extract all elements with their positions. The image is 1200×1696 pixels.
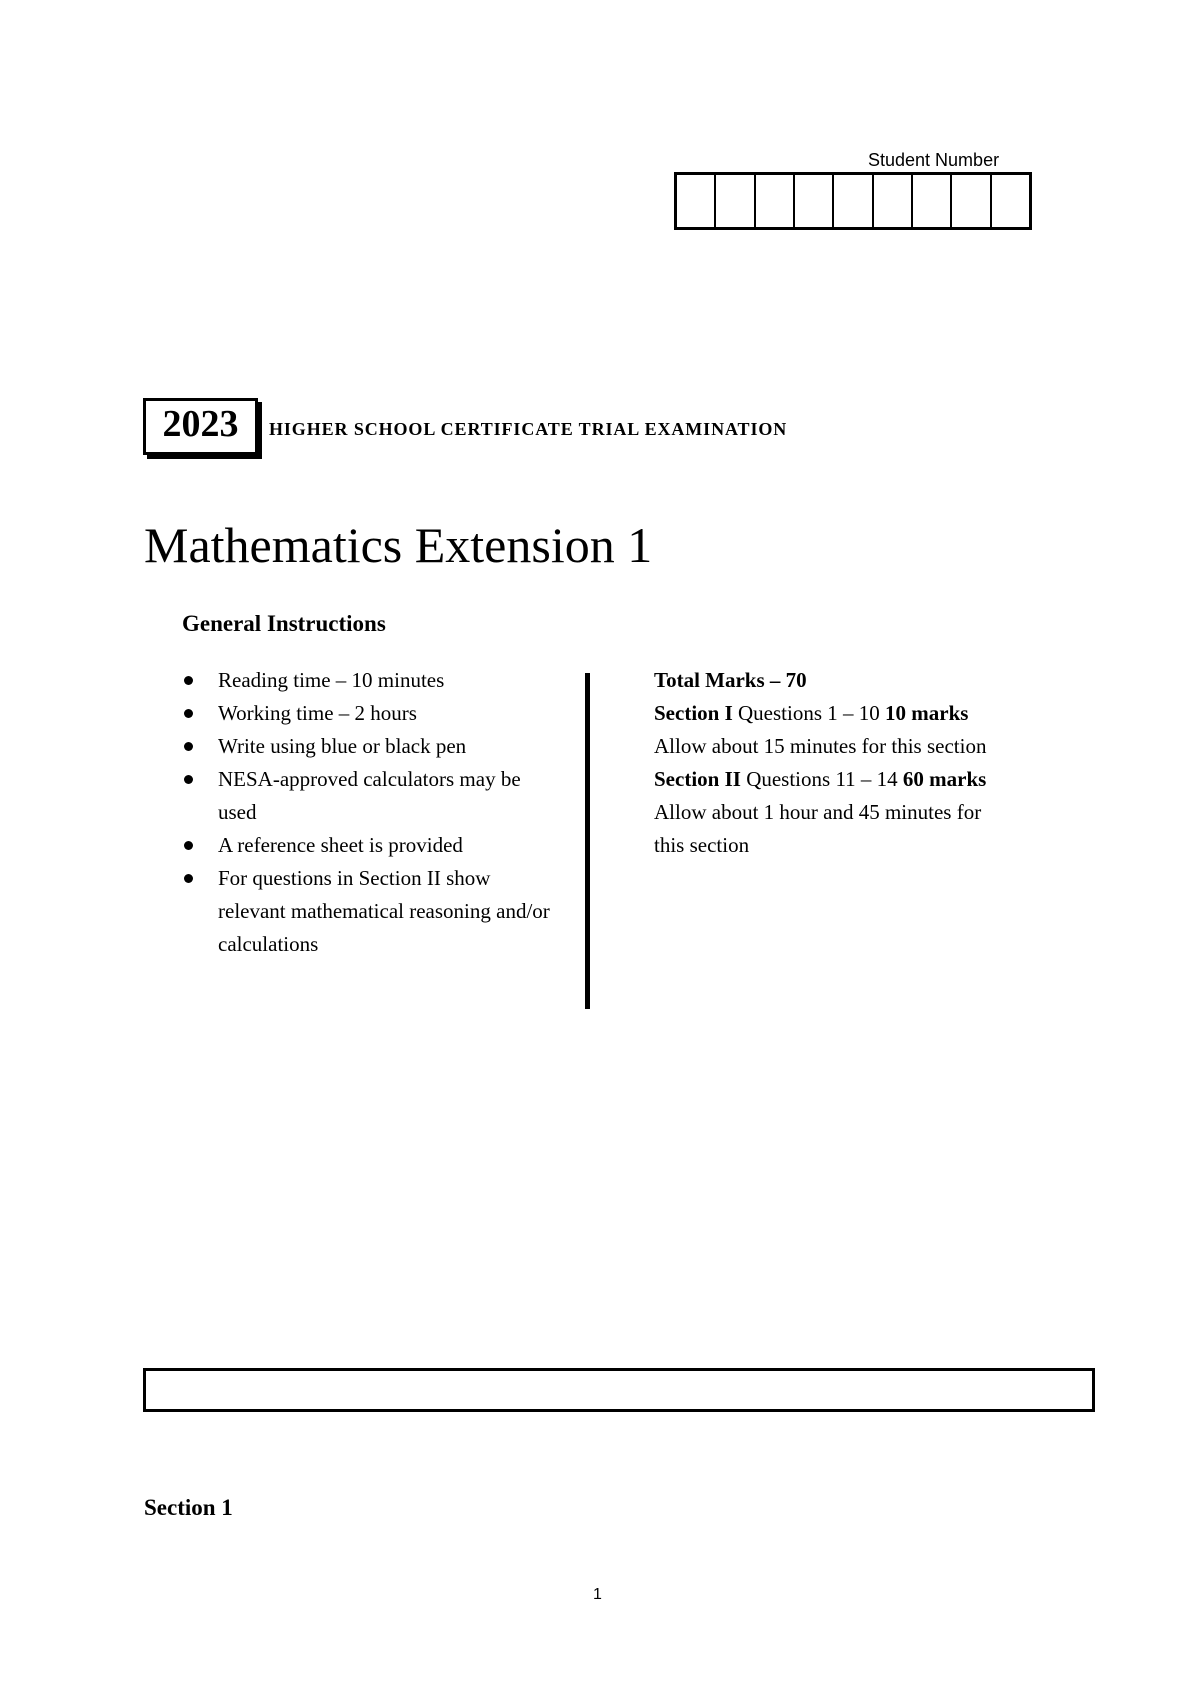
section-2-allow-line-2: this section bbox=[654, 833, 750, 857]
column-divider bbox=[585, 673, 590, 1009]
section-1-name: Section I bbox=[654, 701, 733, 725]
list-item bbox=[182, 862, 562, 961]
student-number-digit-box[interactable] bbox=[677, 175, 716, 227]
bullet-icon bbox=[184, 676, 193, 685]
student-number-digit-box[interactable] bbox=[716, 175, 755, 227]
section-1-line bbox=[654, 697, 1074, 730]
instruction-text: Working time – 2 hours bbox=[218, 701, 417, 725]
section-2-questions: Questions 11 – 14 bbox=[740, 767, 903, 791]
student-number-digit-box[interactable] bbox=[952, 175, 991, 227]
section-1-questions: Questions 1 – 10 bbox=[732, 701, 885, 725]
page-title: Mathematics Extension 1 bbox=[144, 517, 653, 573]
bullet-icon bbox=[184, 775, 193, 784]
year-badge: 2023 bbox=[143, 398, 258, 455]
instruction-text: NESA-approved calculators may be used bbox=[218, 767, 521, 824]
instruction-text: Write using blue or black pen bbox=[218, 734, 467, 758]
bullet-icon bbox=[184, 709, 193, 718]
list-item bbox=[182, 763, 562, 829]
instructions-list bbox=[182, 664, 562, 961]
student-number-digit-box[interactable] bbox=[992, 175, 1029, 227]
exam-name: HIGHER SCHOOL CERTIFICATE TRIAL EXAMINATION bbox=[269, 419, 788, 439]
student-number-digit-box[interactable] bbox=[874, 175, 913, 227]
student-number-label: Student Number bbox=[868, 150, 1000, 170]
section-1-allow: Allow about 15 minutes for this section bbox=[654, 734, 987, 758]
list-item bbox=[182, 664, 562, 697]
list-item bbox=[182, 730, 562, 763]
student-number-digit-box[interactable] bbox=[834, 175, 873, 227]
student-number-boxes[interactable] bbox=[674, 172, 1032, 230]
instruction-text: Reading time – 10 minutes bbox=[218, 668, 445, 692]
instruction-text: A reference sheet is provided bbox=[218, 833, 463, 857]
section-1-marks: 10 marks bbox=[885, 701, 969, 725]
section-2-line bbox=[654, 763, 1074, 796]
student-number-digit-box[interactable] bbox=[756, 175, 795, 227]
page-number: 1 bbox=[593, 1586, 602, 1603]
instruction-text: For questions in Section II show relevant mathematical reasoning and/or calculations bbox=[218, 866, 550, 956]
list-item bbox=[182, 829, 562, 862]
total-marks: Total Marks – 70 bbox=[654, 668, 807, 692]
student-number-digit-box[interactable] bbox=[913, 175, 952, 227]
student-number-digit-box[interactable] bbox=[795, 175, 834, 227]
marks-summary bbox=[654, 664, 1074, 862]
general-instructions-heading: General Instructions bbox=[182, 611, 386, 636]
section-heading: Section 1 bbox=[144, 1495, 233, 1520]
bullet-icon bbox=[184, 841, 193, 850]
section-2-name: Section II bbox=[654, 767, 741, 791]
list-item bbox=[182, 697, 562, 730]
bullet-icon bbox=[184, 874, 193, 883]
section-2-allow-line-1: Allow about 1 hour and 45 minutes for bbox=[654, 800, 982, 824]
bullet-icon bbox=[184, 742, 193, 751]
section-2-marks: 60 marks bbox=[902, 767, 987, 791]
blank-box bbox=[143, 1368, 1095, 1412]
